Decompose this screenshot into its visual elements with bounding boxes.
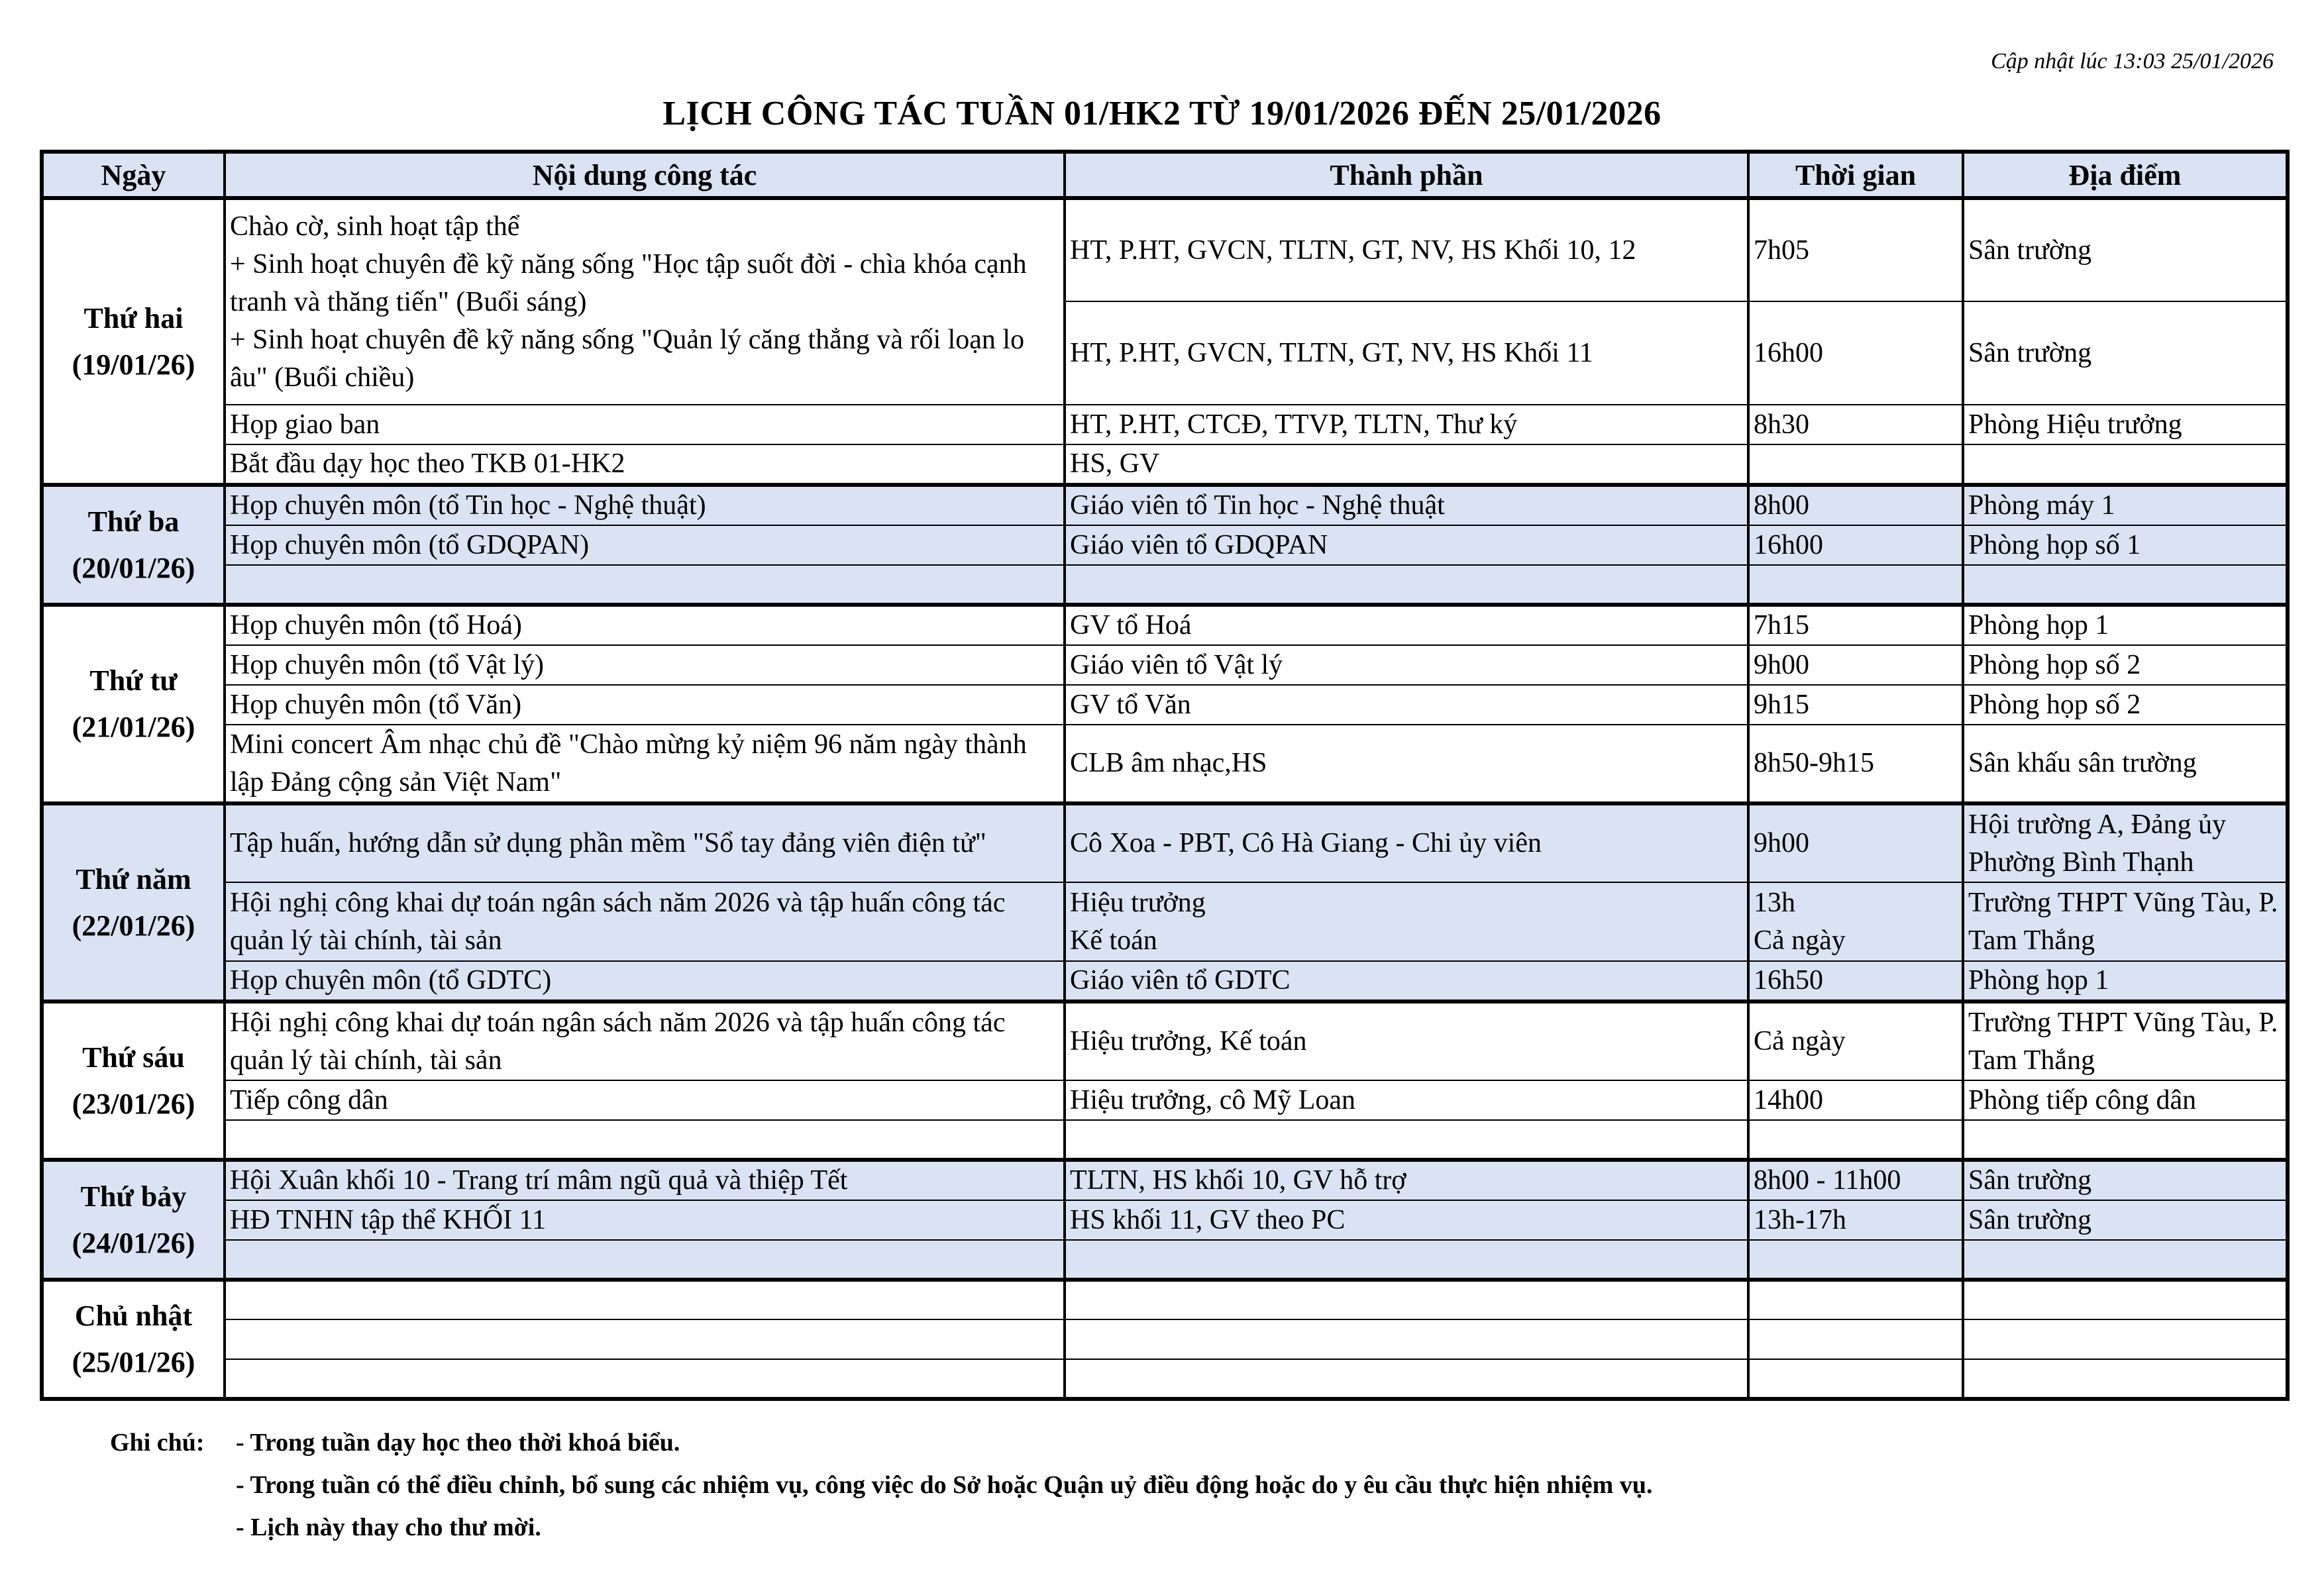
location-cell: Sân trường (1963, 1200, 2288, 1240)
day-name: Thứ năm (76, 862, 191, 896)
page-title: LỊCH CÔNG TÁC TUẦN 01/HK2 TỪ 19/01/2026 ĐẾN 25/01/2026 (662, 95, 1662, 132)
day-cell (42, 485, 225, 605)
participants-cell (1065, 1240, 1748, 1280)
time-cell: 7h15 (1748, 605, 1963, 645)
content-cell: Họp chuyên môn (tổ Tin học - Nghệ thuật) (225, 485, 1065, 525)
participants-cell: Cô Xoa - PBT, Cô Hà Giang - Chi ủy viên (1065, 803, 1748, 882)
participants-cell: Giáo viên tổ Tin học - Nghệ thuật (1065, 485, 1748, 525)
location-cell (1963, 1120, 2288, 1160)
table-row (42, 1359, 2288, 1399)
table-row (42, 1160, 2288, 1200)
table-row (42, 1002, 2288, 1080)
time-cell (1748, 1120, 1963, 1160)
table-row (42, 1120, 2288, 1160)
note-line: - Trong tuần có thể điều chỉnh, bổ sung các nhiệm vụ, công việc do Sở hoặc Quận uỷ điều động hoặc do y êu cầu thực hiện nhiệm vụ. (236, 1471, 1653, 1499)
participants-cell: Giáo viên tổ Vật lý (1065, 645, 1748, 685)
day-cell (42, 1280, 225, 1399)
time-cell (1748, 565, 1963, 605)
location-cell: Phòng Hiệu trưởng (1963, 405, 2288, 444)
time-cell: 13h Cả ngày (1748, 882, 1963, 961)
table-row (42, 605, 2288, 645)
time-cell (1748, 1280, 1963, 1319)
table-row (42, 1240, 2288, 1280)
table-row (42, 405, 2288, 444)
participants-cell: Hiệu trưởng Kế toán (1065, 882, 1748, 961)
location-cell (1963, 444, 2288, 485)
location-cell: Phòng họp 1 (1963, 961, 2288, 1002)
content-cell (225, 1240, 1065, 1280)
time-cell: 8h00 - 11h00 (1748, 1160, 1963, 1200)
content-cell: Họp chuyên môn (tổ GDQPAN) (225, 525, 1065, 565)
day-name: Thứ ba (87, 505, 180, 538)
location-cell (1963, 1240, 2288, 1280)
table-row (42, 1280, 2288, 1319)
time-cell: 16h50 (1748, 961, 1963, 1002)
location-cell: Phòng họp số 1 (1963, 525, 2288, 565)
content-cell: Tiếp công dân (225, 1080, 1065, 1120)
content-cell (225, 1120, 1065, 1160)
time-cell (1748, 444, 1963, 485)
participants-cell (1065, 1359, 1748, 1399)
participants-cell: CLB âm nhạc,HS (1065, 725, 1748, 803)
location-cell: Sân trường (1963, 1160, 2288, 1200)
time-cell (1748, 1319, 1963, 1359)
location-cell: Sân trường (1963, 301, 2288, 405)
location-cell: Trường THPT Vũng Tàu, P. Tam Thắng (1963, 1002, 2288, 1080)
content-cell: Tập huấn, hướng dẫn sử dụng phần mềm "Sổ tay đảng viên điện tử" (225, 803, 1065, 882)
content-cell: Họp chuyên môn (tổ Hoá) (225, 605, 1065, 645)
location-cell: Sân khấu sân trường (1963, 725, 2288, 803)
content-cell: Mini concert Âm nhạc chủ đề "Chào mừng kỷ niệm 96 năm ngày thành lập Đảng cộng sản Việt Nam" (225, 725, 1065, 803)
content-cell (225, 565, 1065, 605)
participants-cell: Hiệu trưởng, Kế toán (1065, 1002, 1748, 1080)
participants-cell (1065, 1319, 1748, 1359)
table-row (42, 1200, 2288, 1240)
participants-cell (1065, 1280, 1748, 1319)
content-cell: Họp chuyên môn (tổ GDTC) (225, 961, 1065, 1002)
header-row (42, 152, 2288, 198)
day-date: (20/01/26) (72, 551, 195, 584)
header-time: Thời gian (1748, 152, 1963, 198)
content-cell: Họp chuyên môn (tổ Văn) (225, 685, 1065, 725)
participants-cell: Giáo viên tổ GDQPAN (1065, 525, 1748, 565)
updated-timestamp: Cập nhật lúc 13:03 25/01/2026 (1991, 49, 2274, 74)
participants-cell: HT, P.HT, GVCN, TLTN, GT, NV, HS Khối 11 (1065, 301, 1748, 405)
participants-cell: HS, GV (1065, 444, 1748, 485)
participants-cell (1065, 1120, 1748, 1160)
table-row (42, 1080, 2288, 1120)
table-row (42, 961, 2288, 1002)
notes-label: Ghi chú: (110, 1429, 205, 1457)
location-cell: Phòng tiếp công dân (1963, 1080, 2288, 1120)
time-cell: 9h00 (1748, 645, 1963, 685)
content-cell: Hội nghị công khai dự toán ngân sách năm 2026 và tập huấn công tác quản lý tài chính, tài sản (225, 882, 1065, 961)
content-cell: Hội nghị công khai dự toán ngân sách năm 2026 và tập huấn công tác quản lý tài chính, tài sản (225, 1002, 1065, 1080)
schedule-table (40, 150, 2290, 1401)
table-row (42, 485, 2288, 525)
content-cell: Họp chuyên môn (tổ Vật lý) (225, 645, 1065, 685)
note-line: - Trong tuần dạy học theo thời khoá biểu. (236, 1429, 680, 1457)
header-content: Nội dung công tác (225, 152, 1065, 198)
table-row (42, 525, 2288, 565)
content-cell: Hội Xuân khối 10 - Trang trí mâm ngũ quả và thiệp Tết (225, 1160, 1065, 1200)
participants-cell: TLTN, HS khối 10, GV hỗ trợ (1065, 1160, 1748, 1200)
note-line: - Lịch này thay cho thư mời. (236, 1514, 541, 1541)
time-cell: 7h05 (1748, 198, 1963, 301)
day-name: Thứ hai (83, 301, 184, 334)
time-cell (1748, 1240, 1963, 1280)
time-cell: 16h00 (1748, 525, 1963, 565)
content-cell (225, 1359, 1065, 1399)
day-date: (22/01/26) (72, 909, 195, 942)
time-cell: 9h00 (1748, 803, 1963, 882)
location-cell: Phòng họp số 2 (1963, 685, 2288, 725)
day-name: Thứ sáu (82, 1041, 185, 1074)
participants-cell: HT, P.HT, GVCN, TLTN, GT, NV, HS Khối 10, 12 (1065, 198, 1748, 301)
table-row (42, 725, 2288, 803)
content-cell: Bắt đầu dạy học theo TKB 01-HK2 (225, 444, 1065, 485)
day-name: Chủ nhật (74, 1300, 193, 1332)
day-name: Thứ tư (89, 664, 178, 697)
day-cell (42, 1002, 225, 1160)
participants-cell: HT, P.HT, CTCĐ, TTVP, TLTN, Thư ký (1065, 405, 1748, 444)
day-name: Thứ bảy (80, 1180, 187, 1213)
day-date: (21/01/26) (72, 711, 195, 743)
time-cell: Cả ngày (1748, 1002, 1963, 1080)
content-cell (225, 1319, 1065, 1359)
header-participants: Thành phần (1065, 152, 1748, 198)
time-cell: 8h30 (1748, 405, 1963, 444)
table-row (42, 645, 2288, 685)
table-row (42, 444, 2288, 485)
participants-cell: HS khối 11, GV theo PC (1065, 1200, 1748, 1240)
day-date: (23/01/26) (72, 1087, 195, 1120)
header-day: Ngày (42, 152, 225, 198)
day-date: (19/01/26) (72, 348, 195, 381)
participants-cell: GV tổ Hoá (1065, 605, 1748, 645)
time-cell: 14h00 (1748, 1080, 1963, 1120)
location-cell: Trường THPT Vũng Tàu, P. Tam Thắng (1963, 882, 2288, 961)
location-cell: Sân trường (1963, 198, 2288, 301)
time-cell: 9h15 (1748, 685, 1963, 725)
content-cell: Họp giao ban (225, 405, 1065, 444)
location-cell (1963, 565, 2288, 605)
participants-cell (1065, 565, 1748, 605)
table-row (42, 565, 2288, 605)
day-cell (42, 1160, 225, 1280)
time-cell: 8h50-9h15 (1748, 725, 1963, 803)
location-cell: Phòng họp số 2 (1963, 645, 2288, 685)
day-date: (25/01/26) (72, 1346, 195, 1378)
participants-cell: GV tổ Văn (1065, 685, 1748, 725)
table-row (42, 198, 2288, 301)
table-row (42, 882, 2288, 961)
location-cell: Phòng họp 1 (1963, 605, 2288, 645)
location-cell (1963, 1359, 2288, 1399)
day-date: (24/01/26) (72, 1226, 195, 1259)
table-row (42, 685, 2288, 725)
content-cell: Chào cờ, sinh hoạt tập thể + Sinh hoạt chuyên đề kỹ năng sống "Học tập suốt đời - chìa khóa cạnh tranh và thăng tiến" (Buổi sáng) + Sinh hoạt chuyên đề kỹ năng sống "Quản lý căng thẳng và rối loạn lo âu" (Buổi chiều) (225, 198, 1065, 405)
participants-cell: Giáo viên tổ GDTC (1065, 961, 1748, 1002)
location-cell: Hội trường A, Đảng ủy Phường Bình Thạnh (1963, 803, 2288, 882)
location-cell (1963, 1319, 2288, 1359)
table-row (42, 803, 2288, 882)
day-cell (42, 605, 225, 803)
content-cell: HĐ TNHN tập thể KHỐI 11 (225, 1200, 1065, 1240)
time-cell: 13h-17h (1748, 1200, 1963, 1240)
time-cell (1748, 1359, 1963, 1399)
day-cell (42, 803, 225, 1002)
participants-cell: Hiệu trưởng, cô Mỹ Loan (1065, 1080, 1748, 1120)
day-cell (42, 198, 225, 485)
time-cell: 16h00 (1748, 301, 1963, 405)
time-cell: 8h00 (1748, 485, 1963, 525)
location-cell: Phòng máy 1 (1963, 485, 2288, 525)
header-location: Địa điểm (1963, 152, 2288, 198)
location-cell (1963, 1280, 2288, 1319)
content-cell (225, 1280, 1065, 1319)
table-row (42, 1319, 2288, 1359)
